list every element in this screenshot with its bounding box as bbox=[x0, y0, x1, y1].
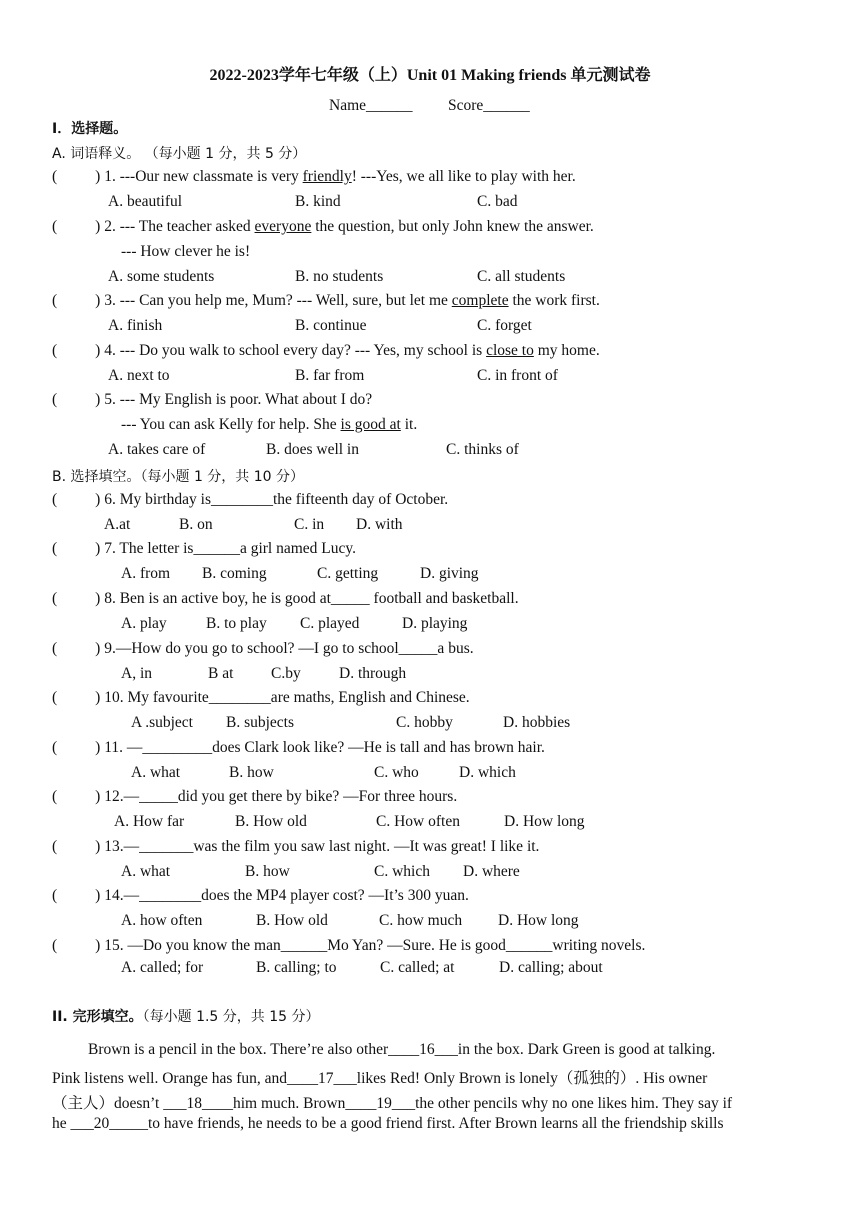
option[interactable]: B. coming bbox=[202, 565, 267, 582]
option[interactable]: A. next to bbox=[108, 367, 170, 384]
answer-paren[interactable]: ( bbox=[52, 838, 58, 855]
answer-paren[interactable]: ( bbox=[52, 342, 58, 359]
option[interactable]: D. How long bbox=[498, 912, 579, 929]
option[interactable]: A.at bbox=[104, 516, 131, 533]
option[interactable]: B. calling; to bbox=[256, 959, 337, 976]
page-title: 2022-2023学年七年级（上）Unit 01 Making friends 单元测试卷 bbox=[209, 67, 651, 84]
option[interactable]: D. which bbox=[459, 764, 516, 781]
option[interactable]: B. how bbox=[245, 863, 290, 880]
option[interactable]: D. How long bbox=[504, 813, 585, 830]
option[interactable]: C.by bbox=[271, 665, 301, 682]
question-2-line2: --- How clever he is! bbox=[121, 243, 251, 260]
question-5-line2: --- You can ask Kelly for help. She is good at it. bbox=[121, 416, 418, 433]
score-field[interactable]: Score______ bbox=[448, 97, 530, 114]
answer-paren[interactable]: ( bbox=[52, 788, 58, 805]
answer-paren[interactable]: ( bbox=[52, 540, 58, 557]
option[interactable]: C. thinks of bbox=[446, 441, 519, 458]
answer-paren[interactable]: ( bbox=[52, 590, 58, 607]
answer-paren[interactable]: ( bbox=[52, 218, 58, 235]
option[interactable]: C. played bbox=[300, 615, 360, 632]
answer-paren[interactable]: ( bbox=[52, 292, 58, 309]
option[interactable]: A. How far bbox=[114, 813, 185, 830]
cloze-line-2: Pink listens well. Orange has fun, and____17___likes Red! Only Brown is lonely（孤独的）. His owner bbox=[52, 1070, 708, 1087]
option[interactable]: B. how bbox=[229, 764, 274, 781]
question-9: ( ) 9.—How do you go to school? —I go to school_____a bus. bbox=[52, 640, 474, 657]
option[interactable]: C. how much bbox=[379, 912, 463, 929]
cloze-line-4: he ___20_____to have friends, he needs to be a good friend first. After Brown learns all the friendship skills bbox=[52, 1115, 724, 1132]
question-3: ( ) 3. --- Can you help me, Mum? --- Well, sure, but let me complete the work first. bbox=[52, 292, 600, 309]
question-14: ( ) 14.—________does the MP4 player cost? —It’s 300 yuan. bbox=[52, 887, 469, 904]
option[interactable]: B. kind bbox=[295, 193, 341, 210]
option[interactable]: D. giving bbox=[420, 565, 479, 582]
option[interactable]: B. does well in bbox=[266, 441, 359, 458]
option[interactable]: C. getting bbox=[317, 565, 379, 582]
option[interactable]: A. play bbox=[121, 615, 167, 632]
answer-paren[interactable]: ( bbox=[52, 640, 58, 657]
option[interactable]: A. what bbox=[121, 863, 171, 880]
question-15: ( ) 15. —Do you know the man______Mo Yan? —Sure. He is good______writing novels. bbox=[52, 937, 646, 954]
answer-paren[interactable]: ( bbox=[52, 391, 58, 408]
question-2: ( ) 2. --- The teacher asked everyone the question, but only John knew the answer. bbox=[52, 218, 594, 235]
underlined-word: close to bbox=[486, 342, 534, 359]
question-10: ( ) 10. My favourite________are maths, English and Chinese. bbox=[52, 689, 470, 706]
option[interactable]: B. continue bbox=[295, 317, 367, 334]
question-7: ( ) 7. The letter is______a girl named Lucy. bbox=[52, 540, 357, 557]
option[interactable]: C. all students bbox=[477, 268, 566, 285]
option[interactable]: A, in bbox=[121, 665, 152, 682]
option[interactable]: B at bbox=[208, 665, 234, 682]
underlined-word: complete bbox=[451, 292, 509, 309]
option[interactable]: C. forget bbox=[477, 317, 532, 334]
option[interactable]: B. on bbox=[179, 516, 213, 533]
partB-heading: B. 选择填空。（每小题 1 分，共 10 分） bbox=[52, 469, 305, 485]
option[interactable]: A. called; for bbox=[121, 959, 204, 976]
option[interactable]: B. subjects bbox=[226, 714, 295, 731]
answer-paren[interactable]: ( bbox=[52, 739, 58, 756]
question-6: ( ) 6. My birthday is________the fifteenth day of October. bbox=[52, 491, 449, 508]
question-12: ( ) 12.—_____did you get there by bike? —For three hours. bbox=[52, 788, 458, 805]
option[interactable]: C. in bbox=[294, 516, 325, 533]
option[interactable]: D. calling; about bbox=[499, 959, 603, 976]
option[interactable]: D. hobbies bbox=[503, 714, 571, 731]
option[interactable]: C. who bbox=[374, 764, 419, 781]
answer-paren[interactable]: ( bbox=[52, 689, 58, 706]
option[interactable]: A .subject bbox=[131, 714, 193, 731]
underlined-word: is good at bbox=[340, 416, 401, 433]
underlined-word: everyone bbox=[254, 218, 312, 235]
option[interactable]: B. to play bbox=[206, 615, 267, 632]
name-field[interactable]: Name______ bbox=[329, 97, 413, 114]
question-11: ( ) 11. —_________does Clark look like? —He is tall and has brown hair. bbox=[52, 739, 545, 756]
question-13: ( ) 13.—_______was the film you saw last night. —It was great! I like it. bbox=[52, 838, 540, 855]
answer-paren[interactable]: ( bbox=[52, 168, 58, 185]
option[interactable]: A. what bbox=[131, 764, 181, 781]
option[interactable]: A. how often bbox=[121, 912, 203, 929]
option[interactable]: B. How old bbox=[235, 813, 307, 830]
option[interactable]: B. no students bbox=[295, 268, 384, 285]
option[interactable]: D. through bbox=[339, 665, 407, 682]
answer-paren[interactable]: ( bbox=[52, 887, 58, 904]
option[interactable]: C. in front of bbox=[477, 367, 558, 384]
question-1: ( ) 1. ---Our new classmate is very friendly! ---Yes, we all like to play with her. bbox=[52, 168, 576, 185]
cloze-line-3: （主人）doesn’t ___18____him much. Brown____19___the other pencils why no one likes him. They say if bbox=[52, 1095, 733, 1112]
option[interactable]: A. takes care of bbox=[108, 441, 206, 458]
question-4: ( ) 4. --- Do you walk to school every day? --- Yes, my school is close to my home. bbox=[52, 342, 600, 359]
section2-heading: II. 完形填空。（每小题 1.5 分，共 15 分） bbox=[52, 1009, 320, 1025]
option[interactable]: A. beautiful bbox=[108, 193, 183, 210]
question-5: ( ) 5. --- My English is poor. What about I do? bbox=[52, 391, 373, 408]
option[interactable]: D. playing bbox=[402, 615, 468, 632]
section1-heading: I．选择题。 bbox=[52, 121, 128, 137]
option[interactable]: C. hobby bbox=[396, 714, 453, 731]
option[interactable]: A. some students bbox=[108, 268, 215, 285]
option[interactable]: A. finish bbox=[108, 317, 163, 334]
option[interactable]: D. where bbox=[463, 863, 520, 880]
option[interactable]: C. How often bbox=[376, 813, 460, 830]
option[interactable]: A. from bbox=[121, 565, 171, 582]
partA-heading: A. 词语释义。 （每小题 1 分，共 5 分） bbox=[52, 146, 307, 162]
option[interactable]: D. with bbox=[356, 516, 403, 533]
option[interactable]: B. far from bbox=[295, 367, 365, 384]
option[interactable]: C. called; at bbox=[380, 959, 455, 976]
cloze-line-1: Brown is a pencil in the box. There’re also other____16___in the box. Dark Green is good at talking. bbox=[88, 1041, 716, 1058]
answer-paren[interactable]: ( bbox=[52, 491, 58, 508]
answer-paren[interactable]: ( bbox=[52, 937, 58, 954]
option[interactable]: B. How old bbox=[256, 912, 328, 929]
option[interactable]: C. which bbox=[374, 863, 430, 880]
underlined-word: friendly bbox=[302, 168, 352, 185]
option[interactable]: C. bad bbox=[477, 193, 518, 210]
question-8: ( ) 8. Ben is an active boy, he is good at_____ football and basketball. bbox=[52, 590, 519, 607]
